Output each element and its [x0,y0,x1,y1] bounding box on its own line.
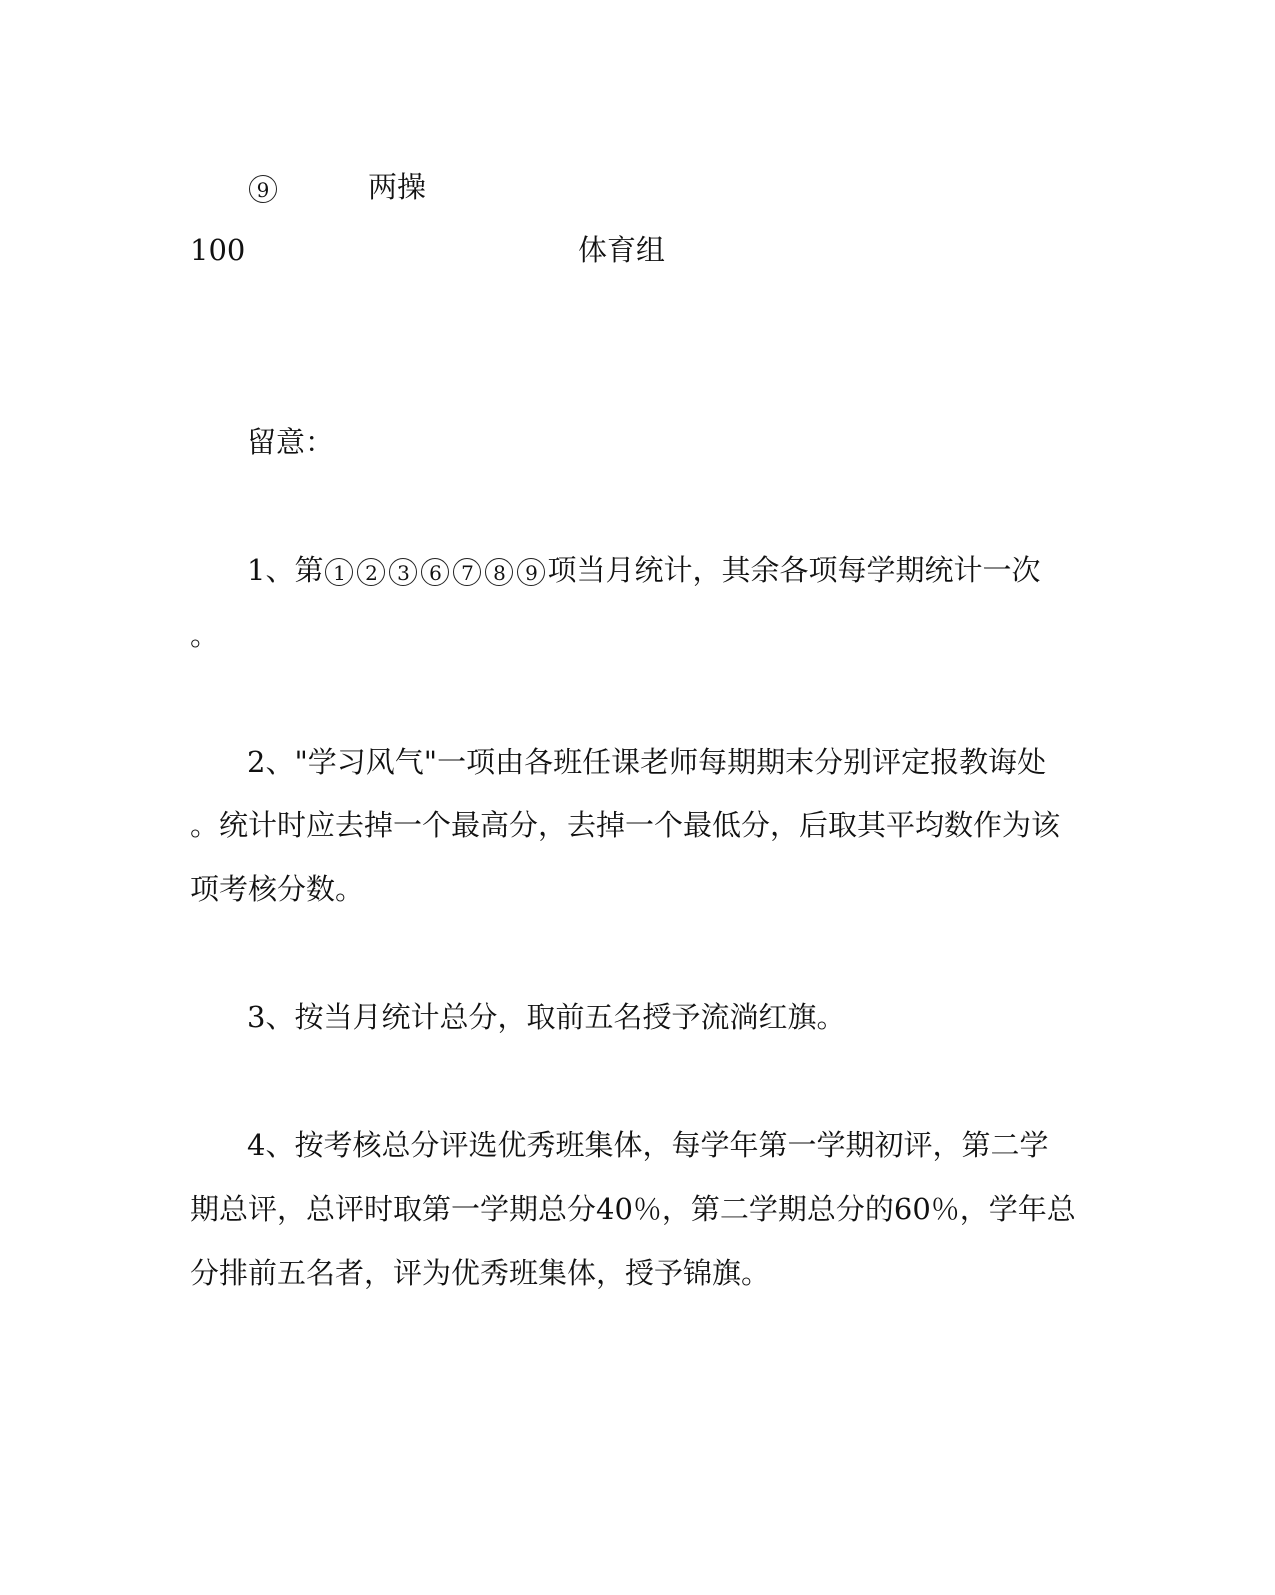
note-3-line-1: 3、按当月统计总分，取前五名授予流淌红旗。 [247,1000,846,1034]
circled-number: 3 [389,558,417,586]
circled-number: 8 [485,558,513,586]
note-1-line-1 [247,553,1040,587]
note-1-prefix: 1、第 [247,553,324,587]
note-heading: 留意： [247,425,335,459]
note-4-line-3: 分排前五名者，评为优秀班集体，授予锦旗。 [190,1256,771,1290]
note-2-line-3: 项考核分数。 [190,872,365,906]
item-department: 体育组 [578,233,666,267]
note-2-line-1: 2、"学习风气"一项由各班任课老师每期期末分别评定报教诲处 [247,745,1047,779]
note-1-line-2: 。 [190,618,220,652]
circled-number: 9 [517,558,545,586]
circled-number: 2 [357,558,385,586]
circled-number: 9 [249,175,277,203]
note-1-suffix: 项当月统计，其余各项每学期统计一次 [547,553,1041,587]
circled-number: 1 [325,558,353,586]
circled-number: 7 [453,558,481,586]
note-4-line-1: 4、按考核总分评选优秀班集体，每学年第一学期初评，第二学 [247,1128,1049,1162]
item-score: 100 [190,233,246,267]
item-label: 两操 [368,170,427,204]
item-number-symbol [247,170,279,204]
note-2-line-2: 。统计时应去掉一个最高分，去掉一个最低分，后取其平均数作为该 [190,808,1061,842]
note-4-line-2: 期总评，总评时取第一学期总分40％，第二学期总分的60％，学年总 [190,1192,1076,1226]
circled-number: 6 [421,558,449,586]
